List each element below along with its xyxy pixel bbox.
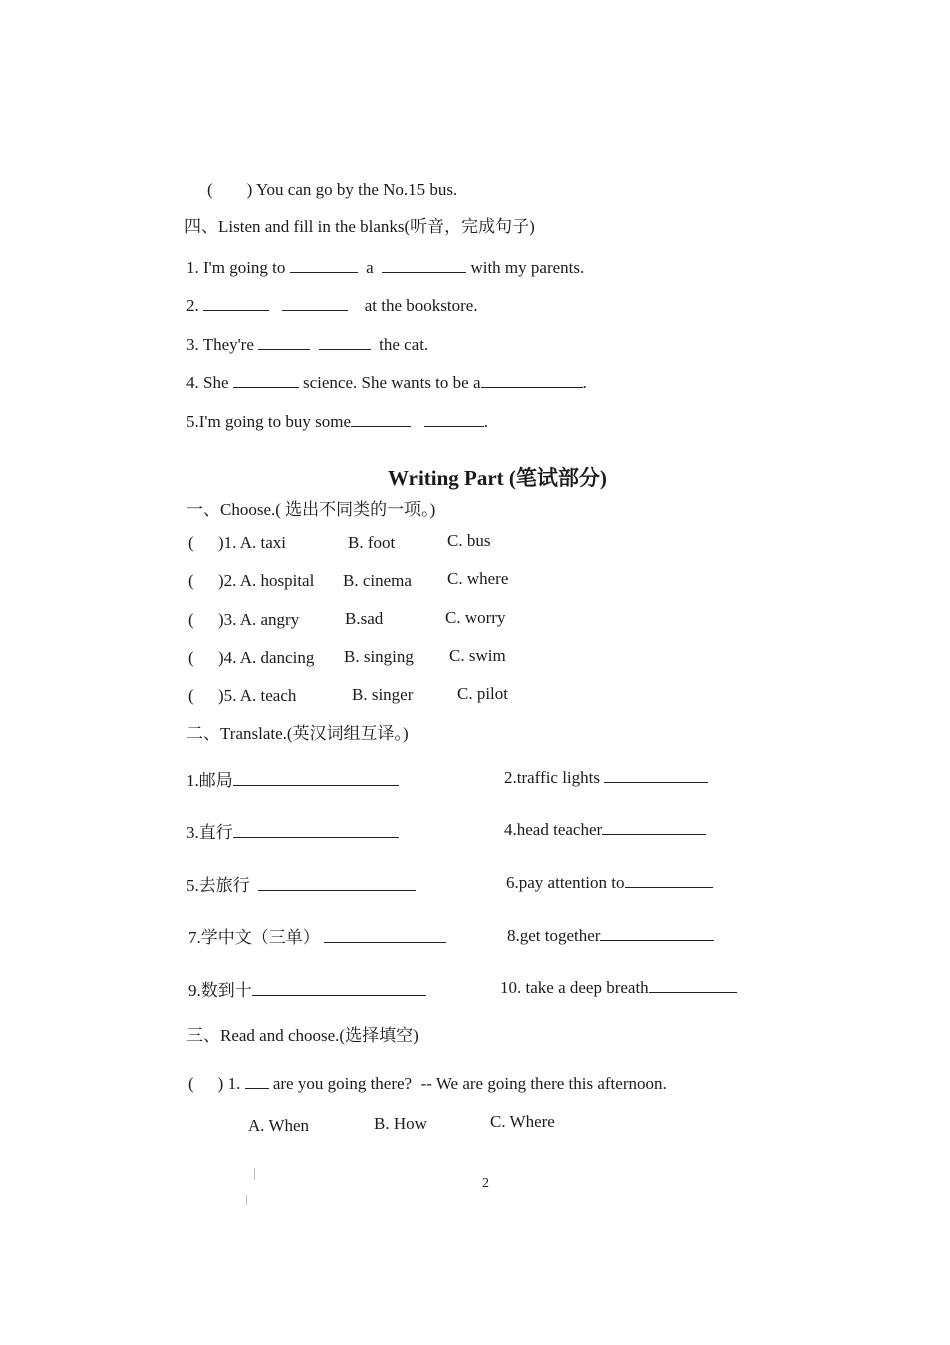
fill-text: at the bookstore. [364,296,478,315]
choose-option-b: B. foot [348,533,396,552]
question-text: are you going there? [272,1074,413,1093]
translate-item-3 [186,822,399,843]
choose-option-b: B. singer [352,685,414,704]
blank[interactable] [324,927,446,943]
translate-label: 1.邮局 [186,771,233,790]
fill-item-1 [186,257,584,278]
page-number: 2 [482,1176,489,1191]
fill-text: . [582,373,587,392]
translate-item-6 [506,872,713,893]
translate-item-4 [504,819,706,840]
q1-option-c: C. Where [490,1112,555,1131]
listening-item [190,160,457,220]
translate-label: 5.去旅行 [186,876,250,895]
scan-speck [254,1168,255,1180]
blank[interactable] [258,334,310,350]
fill-item-2 [186,295,478,316]
translate-label: 9.数到十 [188,981,252,1000]
fill-text: 5.I'm going to buy some [186,412,352,431]
q1-option-b: B. How [374,1114,427,1133]
answer-paren: ( [188,610,194,629]
translate-label: 8.get together [507,926,601,945]
answer-paren: ( [188,571,194,590]
translate-heading: 二、Translate.(英汉词组互译。) [186,724,409,743]
fill-text: 2. [186,296,199,315]
translate-label: 2.traffic lights [504,768,600,787]
translate-label: 4.head teacher [504,820,603,839]
blank[interactable] [245,1073,269,1089]
answer-text: -- We are going there this afternoon. [420,1074,667,1093]
choose-item-4: )4. A. dancing [218,648,315,667]
fill-text: a [366,258,374,277]
translate-item-10 [500,977,737,998]
blank[interactable] [649,977,737,993]
answer-paren: ( [188,1074,194,1093]
choose-item-1: )1. A. taxi [218,533,286,552]
answer-paren-close: ) [246,180,253,199]
answer-paren: ( [188,686,194,705]
choose-option-c: C. worry [445,608,506,627]
q1-option-a: A. When [248,1116,310,1135]
read-choose-heading: 三、Read and choose.(选择填空) [186,1026,419,1045]
blank[interactable] [233,822,399,838]
blank[interactable] [319,334,371,350]
choose-option-b: B. singing [344,647,414,666]
blank[interactable] [600,925,714,941]
choose-option-b: B.sad [345,609,384,628]
blank[interactable] [481,372,583,388]
choose-option-c: C. swim [449,646,506,665]
blank[interactable] [604,767,708,783]
translate-item-7 [188,927,446,948]
scan-speck [246,1195,247,1205]
choose-item-5: )5. A. teach [218,686,297,705]
fill-text: 4. She [186,373,229,392]
blank[interactable] [233,372,299,388]
blank[interactable] [290,257,358,273]
translate-label: 10. take a deep breath [500,978,649,997]
blank[interactable] [602,819,706,835]
translate-item-8 [507,925,714,946]
choose-option-c: C. pilot [457,684,509,703]
choose-item-3: )3. A. angry [218,610,300,629]
choose-option-b: B. cinema [343,571,412,590]
section4-heading: 四、Listen and fill in the blanks(听音，完成句子) [184,217,535,236]
fill-item-5 [186,411,488,432]
choose-option-c: C. where [447,569,509,588]
blank[interactable] [233,770,399,786]
fill-item-4 [186,372,587,393]
blank[interactable] [258,875,416,891]
translate-item-1 [186,770,399,791]
writing-part-title: Writing Part (笔试部分) [388,466,607,490]
read-choose-q1 [188,1073,667,1094]
listening-text: You can go by the No.15 bus. [255,180,458,199]
blank[interactable] [282,295,348,311]
fill-text: the cat. [379,335,429,354]
choose-heading: 一、Choose.( 选出不同类的一项。) [186,500,436,519]
answer-paren: ( [188,533,194,552]
translate-label: 3.直行 [186,823,233,842]
question-number: ) 1. [217,1074,241,1093]
blank[interactable] [382,257,466,273]
choose-option-c: C. bus [447,531,491,550]
blank[interactable] [625,872,713,888]
fill-text: with my parents. [470,258,585,277]
fill-text: science. She wants to be a [303,373,481,392]
blank[interactable] [203,295,269,311]
fill-text: 3. They're [186,335,254,354]
translate-label: 6.pay attention to [506,873,625,892]
fill-text: 1. I'm going to [186,258,286,277]
answer-paren: ( [207,180,213,199]
translate-item-5 [186,875,416,896]
blank[interactable] [252,980,426,996]
translate-item-2 [504,767,708,788]
fill-item-3 [186,334,428,355]
blank[interactable] [351,411,411,427]
fill-text: . [483,412,489,431]
translate-item-9 [188,980,426,1001]
translate-label: 7.学中文（三单） [188,928,320,947]
choose-item-2: )2. A. hospital [218,571,315,590]
blank[interactable] [424,411,484,427]
answer-paren: ( [188,648,194,667]
